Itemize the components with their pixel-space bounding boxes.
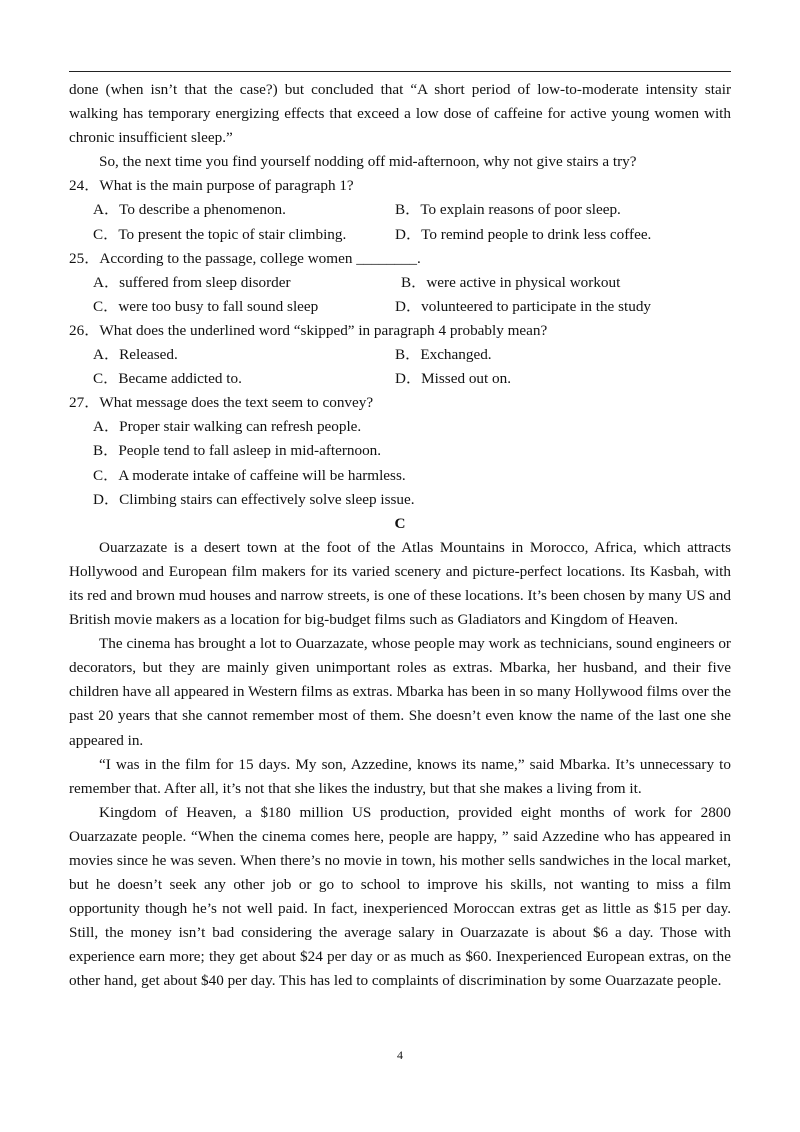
page-number: 4 <box>397 1048 403 1062</box>
section-c-paragraph-3: “I was in the film for 15 days. My son, Azzedine, knows its name,” said Mbarka. It’s unnecessary to remember that. After all, it’s not that she likes the industry, but that she makes a living from it. <box>69 755 731 797</box>
section-c-heading: C <box>394 514 406 532</box>
passage-b-closing-paragraph: done (when isn’t that the case?) but concluded that “A short period of low-to-moderate intensity stair walking has temporary energizing effects that exceed a low dose of caffeine for active young women with chronic insufficient sleep.” <box>69 81 731 147</box>
question-27-option-c: C．A moderate intake of caffeine will be harmless. <box>93 466 406 484</box>
question-26-option-b: B．Exchanged. <box>395 346 492 364</box>
question-26-option-c: C．Became addicted to. <box>93 370 242 388</box>
question-24-option-a: A．To describe a phenomenon. <box>93 201 286 219</box>
question-27-stem: 27．What message does the text seem to convey? <box>69 394 374 412</box>
passage-b-final-paragraph: So, the next time you find yourself nodding off mid-afternoon, why not give stairs a try? <box>99 153 637 171</box>
question-25-option-d: D．volunteered to participate in the study <box>395 297 652 315</box>
question-25-option-b: B．were active in physical workout <box>401 273 621 291</box>
question-25-option-a: A．suffered from sleep disorder <box>93 273 291 291</box>
section-c-paragraph-1: Ouarzazate is a desert town at the foot of the Atlas Mountains in Morocco, Africa, which attracts Hollywood and European film makers for its varied scenery and picture-perfect locations. Its Kasbah, with its red and brown mud houses and narrow streets, is one of these locations. It’s been chosen by many US and British movie makers as a location for big-budget films such as Gladiators and Kingdom of Heaven. <box>69 538 731 629</box>
question-24-options <box>93 198 731 246</box>
question-27-option-b: B．People tend to fall asleep in mid-afternoon. <box>93 442 382 460</box>
page-body <box>69 78 731 994</box>
question-25-stem: 25．According to the passage, college women ________. <box>69 249 421 267</box>
section-c-paragraph-2: The cinema has brought a lot to Ouarzazate, whose people may work as technicians, sound engineers or decorators, but they are mainly given unimportant roles as extras. Mbarka, her husband, and their five children have all appeared in Western films as extras. Mbarka has been in so many Hollywood films over the past 20 years that she cannot remember most of them. She doesn’t even know the name of the last one she appeared in. <box>69 635 731 749</box>
question-25-options <box>93 271 731 319</box>
question-27-option-d: D．Climbing stairs can effectively solve sleep issue. <box>93 490 415 508</box>
question-26-options <box>93 343 731 391</box>
question-26-option-d: D．Missed out on. <box>395 370 512 388</box>
question-24-option-b: B．To explain reasons of poor sleep. <box>395 201 621 219</box>
question-24-option-c: C．To present the topic of stair climbing. <box>93 225 347 243</box>
section-c-paragraph-4: Kingdom of Heaven, a $180 million US production, provided eight months of work for 2800 Ouarzazate people. “When the cinema comes here, people are happy, ” said Azzedine who has appeared in movies since he was seven. When there’s no movie in town, his mother sells sandwiches in the local market, but he doesn’t seek any other job or go to school to improve his skills, not wanting to miss a film opportunity though he’s not well paid. In fact, inexperienced Moroccan extras get as little as $15 per day. Still, the money isn’t bad considering the average salary in Ouarzazate is about $6 a day. Those with experience earn more; they get about $24 per day or as much as $60. Inexperienced European extras, on the other hand, get about $40 per day. This has led to complaints of discrimination by some Ouarzazate people. <box>69 803 731 990</box>
header-rule <box>69 71 731 72</box>
question-24-option-d: D．To remind people to drink less coffee. <box>395 225 652 243</box>
question-24-stem: 24．What is the main purpose of paragraph 1? <box>69 177 354 195</box>
question-27-option-a: A．Proper stair walking can refresh people. <box>93 418 362 436</box>
question-26-option-a: A．Released. <box>93 346 178 364</box>
question-26-stem: 26．What does the underlined word “skipped” in paragraph 4 probably mean? <box>69 321 548 339</box>
question-25-option-c: C．were too busy to fall sound sleep <box>93 297 319 315</box>
